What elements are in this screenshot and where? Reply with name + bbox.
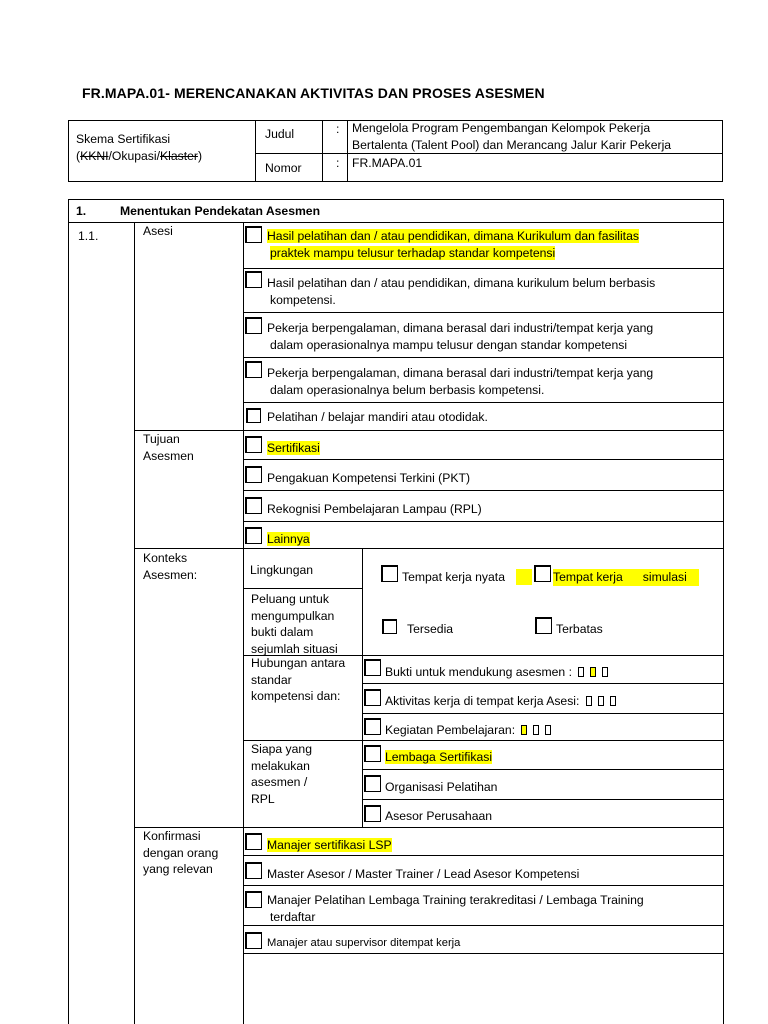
document-title: FR.MAPA.01- MERENCANAKAN AKTIVITAS DAN PROSES ASESMEN <box>82 85 545 101</box>
checkbox[interactable] <box>364 689 381 706</box>
nomor-label: Nomor <box>265 161 302 175</box>
option-text: Lembaga Sertifikasi <box>385 750 493 764</box>
option-text: Pengakuan Kompetensi Terkini (PKT) <box>267 471 471 485</box>
symbol-glyph <box>521 725 527 735</box>
nomor-value: FR.MAPA.01 <box>352 156 423 170</box>
option-text: Organisasi Pelatihan <box>385 780 498 794</box>
tujuan-label: Tujuan Asesmen <box>143 432 194 463</box>
konfirmasi-label: Konfirmasi dengan orang yang relevan <box>143 829 219 876</box>
hubungan-label: Hubungan antara standar kompetensi dan: <box>251 656 346 703</box>
option-text: Manajer sertifikasi LSP <box>267 838 392 852</box>
option-text: Pekerja berpengalaman, dimana berasal dari industri/tempat kerja yang dalam operasionalnya mampu telusur dengan standar kompetensi <box>267 321 654 352</box>
option-text: Lainnya <box>267 532 310 546</box>
checkbox[interactable] <box>245 436 262 453</box>
asesi-label: Asesi <box>143 224 173 238</box>
option-text: Aktivitas kerja di tempat kerja Asesi: <box>385 693 619 710</box>
checkbox[interactable] <box>245 271 262 288</box>
checkbox[interactable] <box>364 775 381 792</box>
option-text: Terbatas <box>556 622 603 636</box>
skema-label: Skema Sertifikasi (KKNI/Okupasi/Klaster) <box>76 132 202 163</box>
checkbox[interactable] <box>535 617 552 634</box>
lingkungan-label: Lingkungan <box>250 563 314 577</box>
checkbox[interactable] <box>245 891 262 908</box>
option-text: Rekognisi Pembelajaran Lampau (RPL) <box>267 502 482 516</box>
judul-colon: : <box>336 122 340 136</box>
symbol-glyph <box>545 725 551 735</box>
option-text: Hasil pelatihan dan / atau pendidikan, dimana Kurikulum dan fasilitas praktek mampu telusur terhadap standar kompetensi <box>267 229 639 260</box>
symbol-glyph <box>610 696 616 706</box>
konteks-label: Konteks Asesmen: <box>143 551 198 582</box>
checkbox[interactable] <box>364 745 381 762</box>
checkbox[interactable] <box>381 565 398 582</box>
checkbox[interactable] <box>245 527 262 544</box>
judul-label: Judul <box>265 127 295 141</box>
option-text: Hasil pelatihan dan / atau pendidikan, dimana kurikulum belum berbasis kompetensi. <box>267 276 656 307</box>
checkbox[interactable] <box>534 565 551 582</box>
section-number: 1. <box>76 204 87 218</box>
option-text: Pelatihan / belajar mandiri atau otodidak. <box>267 410 488 424</box>
option-text: Sertifikasi <box>267 441 320 455</box>
symbol-glyph <box>578 667 584 677</box>
checkbox[interactable] <box>364 659 381 676</box>
checkbox[interactable] <box>245 361 262 378</box>
option-text: Master Asesor / Master Trainer / Lead Asesor Kompetensi <box>267 867 580 881</box>
option-text: Tempat kerja simulasi <box>553 569 699 586</box>
symbol-glyph <box>586 696 592 706</box>
subsection-number: 1.1. <box>78 229 99 243</box>
judul-value: Mengelola Program Pengembangan Kelompok Pekerja Bertalenta (Talent Pool) dan Merancang Jalur Karir Pekerja <box>352 121 672 152</box>
symbol-glyph <box>533 725 539 735</box>
checkbox[interactable] <box>245 932 262 949</box>
checkbox[interactable] <box>364 718 381 735</box>
checkbox[interactable] <box>246 408 261 423</box>
checkbox[interactable] <box>245 833 262 850</box>
checkbox[interactable] <box>245 497 262 514</box>
checkbox[interactable] <box>364 805 381 822</box>
checkbox[interactable] <box>382 619 397 634</box>
checkbox[interactable] <box>245 466 262 483</box>
section-title: Menentukan Pendekatan Asesmen <box>120 204 321 218</box>
option-text: Tersedia <box>407 622 454 636</box>
option-text: Pekerja berpengalaman, dimana berasal dari industri/tempat kerja yang dalam operasionalnya belum berbasis kompetensi. <box>267 366 654 397</box>
symbol-glyph <box>598 696 604 706</box>
symbol-glyph <box>590 667 596 677</box>
symbol-glyph <box>602 667 608 677</box>
checkbox[interactable] <box>245 317 262 334</box>
siapa-label: Siapa yang melakukan asesmen / RPL <box>251 742 312 806</box>
checkbox[interactable] <box>245 862 262 879</box>
checkbox[interactable] <box>245 226 262 243</box>
option-text: Manajer atau supervisor ditempat kerja <box>267 937 461 949</box>
option-text: Tempat kerja nyata <box>402 570 505 584</box>
option-text: Kegiatan Pembelajaran: <box>385 722 554 739</box>
option-text: Manajer Pelatihan Lembaga Training terakreditasi / Lembaga Training terdaftar <box>267 893 644 924</box>
peluang-label: Peluang untuk mengumpulkan bukti dalam sejumlah situasi <box>251 592 338 656</box>
option-text: Bukti untuk mendukung asesmen : <box>385 664 611 681</box>
nomor-colon: : <box>336 156 340 170</box>
option-text: Asesor Perusahaan <box>385 809 493 823</box>
